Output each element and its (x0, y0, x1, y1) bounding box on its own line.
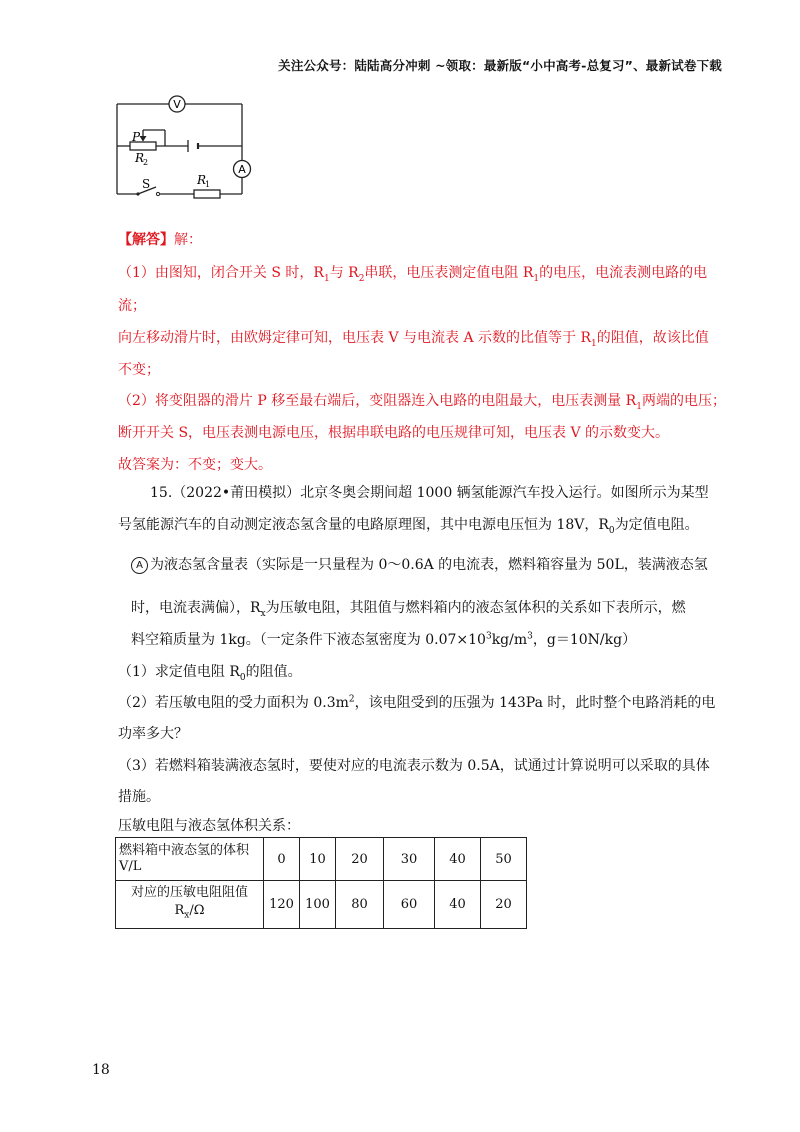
table-cell: 100 (300, 881, 336, 929)
table-cell: 120 (264, 881, 300, 929)
ammeter-symbol-icon: A (131, 557, 148, 574)
table-header-volume: 燃料箱中液态氢的体积 V/L (116, 838, 264, 881)
slider-label: P (132, 130, 141, 144)
answer-line-6: 断开开关 S，电压表测电源电压，根据串联电路的电压规律可知，电压表 V 的示数变大。 (118, 425, 670, 441)
ammeter-label: A (238, 163, 246, 176)
page-number: 18 (92, 1062, 110, 1078)
subquestion-3: （3）若燃料箱装满液态氢时，要使对应的电流表示数为 0.5A，试通过计算说明可以采取的具体 (118, 758, 710, 774)
table-cell: 80 (336, 881, 384, 929)
table-cell: 20 (481, 881, 527, 929)
table-cell: 0 (264, 838, 300, 881)
r1-resistor (194, 190, 220, 198)
r1-label: R (197, 173, 207, 187)
question-line-4: 时，电流表满偏），$R_x$为压敏电阻，其阻值与燃料箱内的液态氢体积的关系如下表所示，燃 (131, 600, 686, 619)
r1-sub: 1 (205, 180, 211, 189)
r2-label: R (135, 151, 145, 165)
table-header-resistance: 对应的压敏电阻阻值 $R_x/\Omega$ (116, 881, 264, 929)
table-row-resistance (116, 881, 527, 929)
answer-line-3: 向左移动滑片时，由欧姆定律可知，电压表 V 与电流表 A 示数的比值等于 $R_1$的阻值，故该比值 (118, 330, 709, 349)
table-cell: 60 (384, 881, 435, 929)
r2-sub: 2 (143, 158, 149, 167)
table-cell: 40 (435, 838, 481, 881)
voltmeter-label: V (173, 98, 181, 111)
table-cell: 50 (481, 838, 527, 881)
subquestion-2: （2）若压敏电阻的受力面积为 $0.3m^2$，该电阻受到的压强为 143Pa 时，此时整个电路消耗的电 (118, 694, 716, 711)
pressure-resistance-table (115, 837, 527, 929)
answer-line-7: 故答案为：不变；变大。 (118, 457, 272, 473)
page-header: 关注公众号：陆陆高分冲刺 ~领取：最新版“小中高考-总复习”、最新试卷下载 (278, 58, 722, 73)
question-line-1: 15.（2022•莆田模拟）北京冬奥会期间超 1000 辆氢能源汽车投入运行。如图所示为某型 (150, 485, 709, 501)
table-cell: 40 (435, 881, 481, 929)
subquestion-3-cont: 措施。 (118, 789, 160, 805)
subquestion-2-cont: 功率多大？ (118, 726, 188, 742)
table-cell: 10 (300, 838, 336, 881)
switch-label: S (142, 177, 151, 191)
subquestion-1: （1）求定值电阻 $R_0$的阻值。 (118, 664, 302, 683)
answer-line-4: 不变； (118, 362, 160, 378)
table-cell: 30 (384, 838, 435, 881)
table-row-volume (116, 838, 527, 881)
circuit-diagram (112, 90, 262, 202)
question-line-3: A 为液态氢含量表（实际是一只量程为 0～0.6A 的电流表，燃料箱容量为 50L，装满液态氢 (131, 554, 708, 574)
table-caption: 压敏电阻与液态氢体积关系： (118, 818, 300, 834)
answer-line-5: （2）将变阻器的滑片 P 移至最右端后，变阻器连入电路的电阻最大，电压表测量 $R_1$两端的电压； (118, 393, 726, 412)
question-line-5: 料空箱质量为 1kg。（一定条件下液态氢密度为 $0.07\times 10^3kg/m^3$，g＝10N/kg） (131, 631, 637, 648)
answer-line-1: （1）由图知，闭合开关 S 时，$R_1$与 $R_2$串联，电压表测定值电阻 $R_1$的电压，电流表测电路的电 (118, 265, 708, 284)
answer-line-2: 流； (118, 298, 146, 314)
answer-heading: 【解答】解： (118, 232, 202, 248)
table-cell: 20 (336, 838, 384, 881)
question-line-2: 号氢能源汽车的自动测定液态氢含量的电路原理图，其中电源电压恒为 18V，$R_0$为定值电阻。 (118, 517, 699, 536)
